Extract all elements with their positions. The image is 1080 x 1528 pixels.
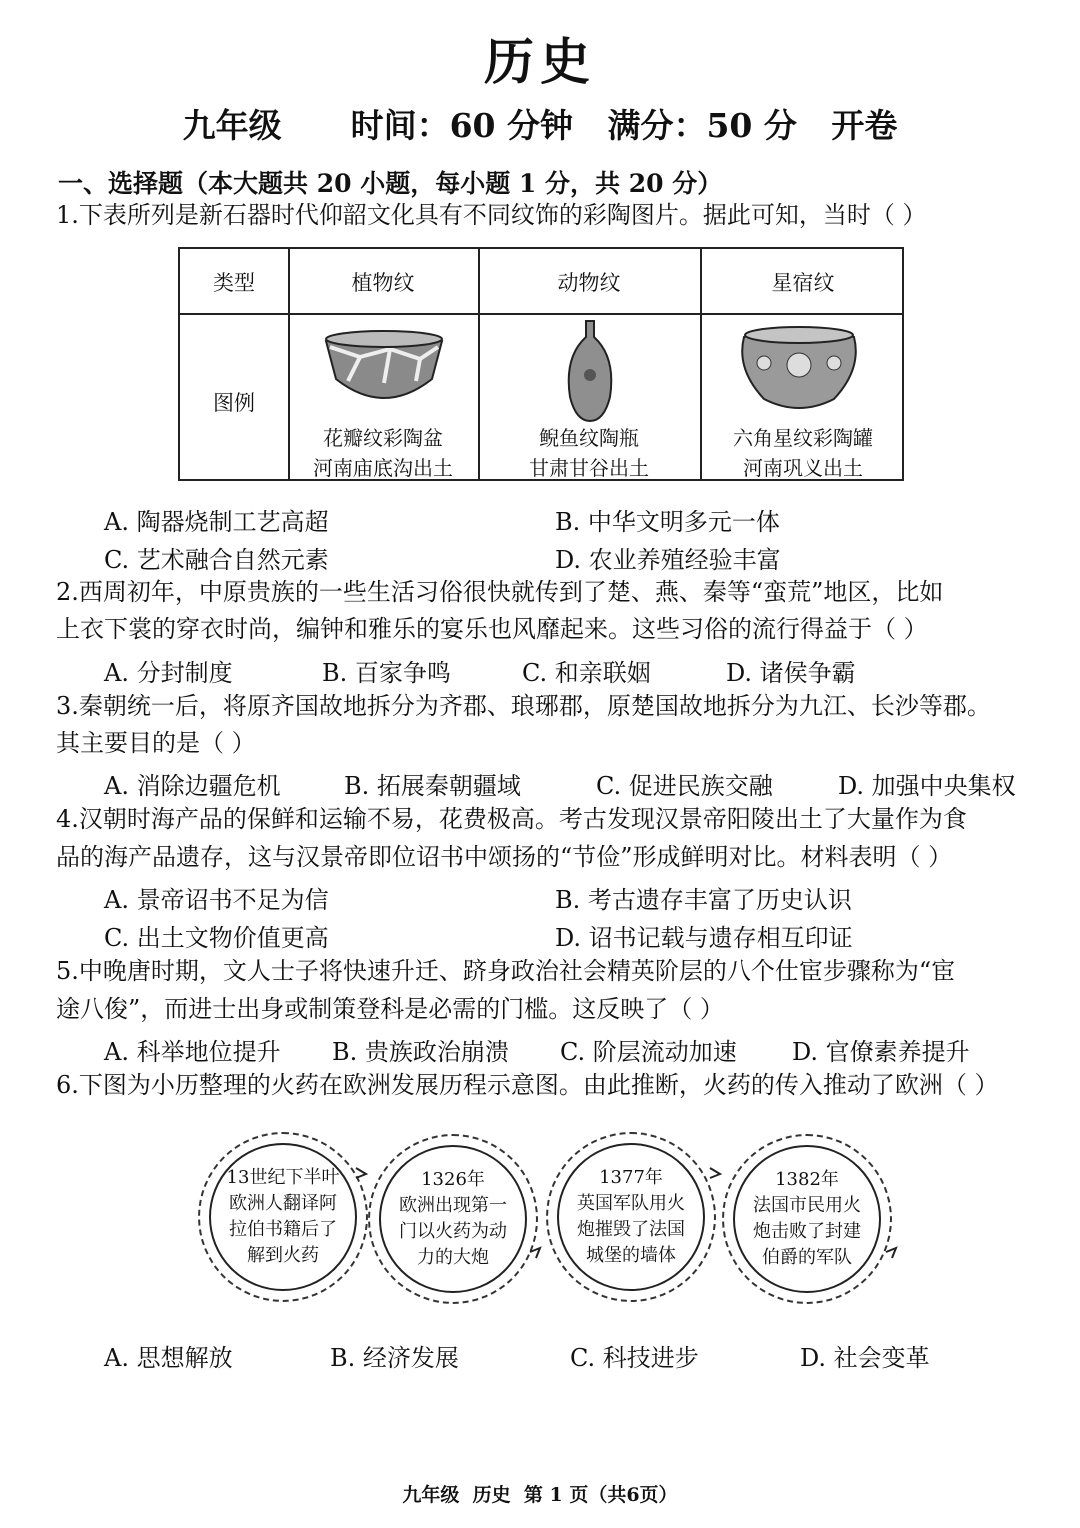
timeline-node-3: 1377年 英国军队用火 炮摧毁了法国 城堡的墙体 bbox=[557, 1143, 705, 1291]
caption-bowl: 花瓣纹彩陶盆 河南庙底沟出土 bbox=[313, 426, 453, 480]
arrow-icon bbox=[710, 1168, 720, 1178]
question-2-line-1: 2.西周初年，中原贵族的一些生活习俗很快就传到了楚、燕、秦等“蛮荒”地区，比如 bbox=[56, 578, 944, 606]
timeline-node-2: 1326年 欧洲出现第一 门以火药为动 力的大炮 bbox=[379, 1145, 527, 1293]
q6-option-b[interactable]: B. 经济发展 bbox=[330, 1344, 459, 1372]
q5-option-c[interactable]: C. 阶层流动加速 bbox=[560, 1038, 737, 1066]
question-4-line-1: 4.汉朝时海产品的保鲜和运输不易，花费极高。考古发现汉景帝阳陵出土了大量作为食 bbox=[56, 805, 967, 833]
q1-option-a[interactable]: A. 陶器烧制工艺高超 bbox=[104, 508, 329, 536]
q5-option-b[interactable]: B. 贵族政治崩溃 bbox=[332, 1038, 509, 1066]
timeline-node-1: 13世纪下半叶 欧洲人翻译阿 拉伯书籍后了 解到火药 bbox=[209, 1143, 357, 1291]
q3-option-a[interactable]: A. 消除边疆危机 bbox=[104, 772, 281, 800]
table-row-label: 图例 bbox=[213, 391, 255, 415]
timeline-arrows bbox=[190, 1128, 910, 1308]
gunpowder-timeline-diagram bbox=[190, 1128, 910, 1308]
q3-option-b[interactable]: B. 拓展秦朝疆域 bbox=[344, 772, 521, 800]
q1-option-d[interactable]: D. 农业养殖经验丰富 bbox=[555, 546, 781, 574]
fish-vase-image bbox=[560, 317, 620, 425]
question-5-line-2: 途八俊”，而进士出身或制策登科是必需的门槛。这反映了（ ） bbox=[56, 995, 724, 1023]
question-3-line-1: 3.秦朝统一后，将原齐国故地拆分为齐郡、琅琊郡，原楚国故地拆分为九江、长沙等郡。 bbox=[56, 692, 991, 720]
q3-option-d[interactable]: D. 加强中央集权 bbox=[838, 772, 1016, 800]
question-5-line-1: 5.中晚唐时期，文人士子将快速升迁、跻身政治社会精英阶层的八个仕宦步骤称为“宦 bbox=[56, 957, 956, 985]
page-title: 历史 bbox=[484, 32, 596, 91]
q5-option-d[interactable]: D. 官僚素养提升 bbox=[792, 1038, 970, 1066]
arrow-icon bbox=[530, 1248, 540, 1258]
question-1-stem: 1.下表所列是新石器时代仰韶文化具有不同纹饰的彩陶图片。据此可知，当时（ ） bbox=[56, 201, 927, 229]
q1-option-b[interactable]: B. 中华文明多元一体 bbox=[555, 508, 780, 536]
section-heading: 一、选择题（本大题共 20 小题，每小题 1 分，共 20 分） bbox=[58, 169, 723, 198]
caption-jar: 六角星纹彩陶罐 河南巩义出土 bbox=[733, 426, 873, 480]
q4-option-b[interactable]: B. 考古遗存丰富了历史认识 bbox=[555, 886, 852, 914]
q2-option-d[interactable]: D. 诸侯争霸 bbox=[726, 659, 856, 687]
q4-option-a[interactable]: A. 景帝诏书不足为信 bbox=[104, 886, 329, 914]
q6-option-c[interactable]: C. 科技进步 bbox=[570, 1344, 699, 1372]
pottery-table bbox=[178, 247, 904, 481]
arrow-icon bbox=[356, 1168, 366, 1178]
table-header-animal: 动物纹 bbox=[557, 271, 621, 295]
q2-option-c[interactable]: C. 和亲联姻 bbox=[522, 659, 651, 687]
q2-option-b[interactable]: B. 百家争鸣 bbox=[322, 659, 451, 687]
question-3-line-2: 其主要目的是（ ） bbox=[56, 729, 256, 757]
table-header-star: 星宿纹 bbox=[771, 271, 835, 295]
caption-vase: 鲵鱼纹陶瓶 甘肃甘谷出土 bbox=[529, 426, 649, 480]
q2-option-a[interactable]: A. 分封制度 bbox=[104, 659, 233, 687]
q5-option-a[interactable]: A. 科举地位提升 bbox=[104, 1038, 281, 1066]
timeline-node-4: 1382年 法国市民用火 炮击败了封建 伯爵的军队 bbox=[733, 1145, 881, 1293]
arrow-icon bbox=[886, 1248, 896, 1258]
q3-option-c[interactable]: C. 促进民族交融 bbox=[596, 772, 773, 800]
q6-option-a[interactable]: A. 思想解放 bbox=[104, 1344, 233, 1372]
question-2-line-2: 上衣下裳的穿衣时尚，编钟和雅乐的宴乐也风靡起来。这些习俗的流行得益于（ ） bbox=[56, 615, 928, 643]
q6-option-d[interactable]: D. 社会变革 bbox=[800, 1344, 930, 1372]
question-4-line-2: 品的海产品遗存，这与汉景帝即位诏书中颂扬的“节俭”形成鲜明对比。材料表明（ ） bbox=[56, 843, 953, 871]
q4-option-d[interactable]: D. 诏书记载与遗存相互印证 bbox=[555, 924, 853, 952]
table-header-plant: 植物纹 bbox=[351, 271, 415, 295]
pottery-bowl-image bbox=[320, 321, 448, 413]
page-footer: 九年级 历史 第 1 页（共6页） bbox=[402, 1484, 678, 1506]
q4-option-c[interactable]: C. 出土文物价值更高 bbox=[104, 924, 329, 952]
star-jar-image bbox=[734, 319, 864, 411]
exam-info: 九年级 时间：60 分钟 满分：50 分 开卷 bbox=[182, 106, 898, 145]
q1-option-c[interactable]: C. 艺术融合自然元素 bbox=[104, 546, 329, 574]
table-header-type: 类型 bbox=[213, 271, 255, 295]
question-6-stem: 6.下图为小历整理的火药在欧洲发展历程示意图。由此推断，火药的传入推动了欧洲（ ） bbox=[56, 1071, 999, 1099]
